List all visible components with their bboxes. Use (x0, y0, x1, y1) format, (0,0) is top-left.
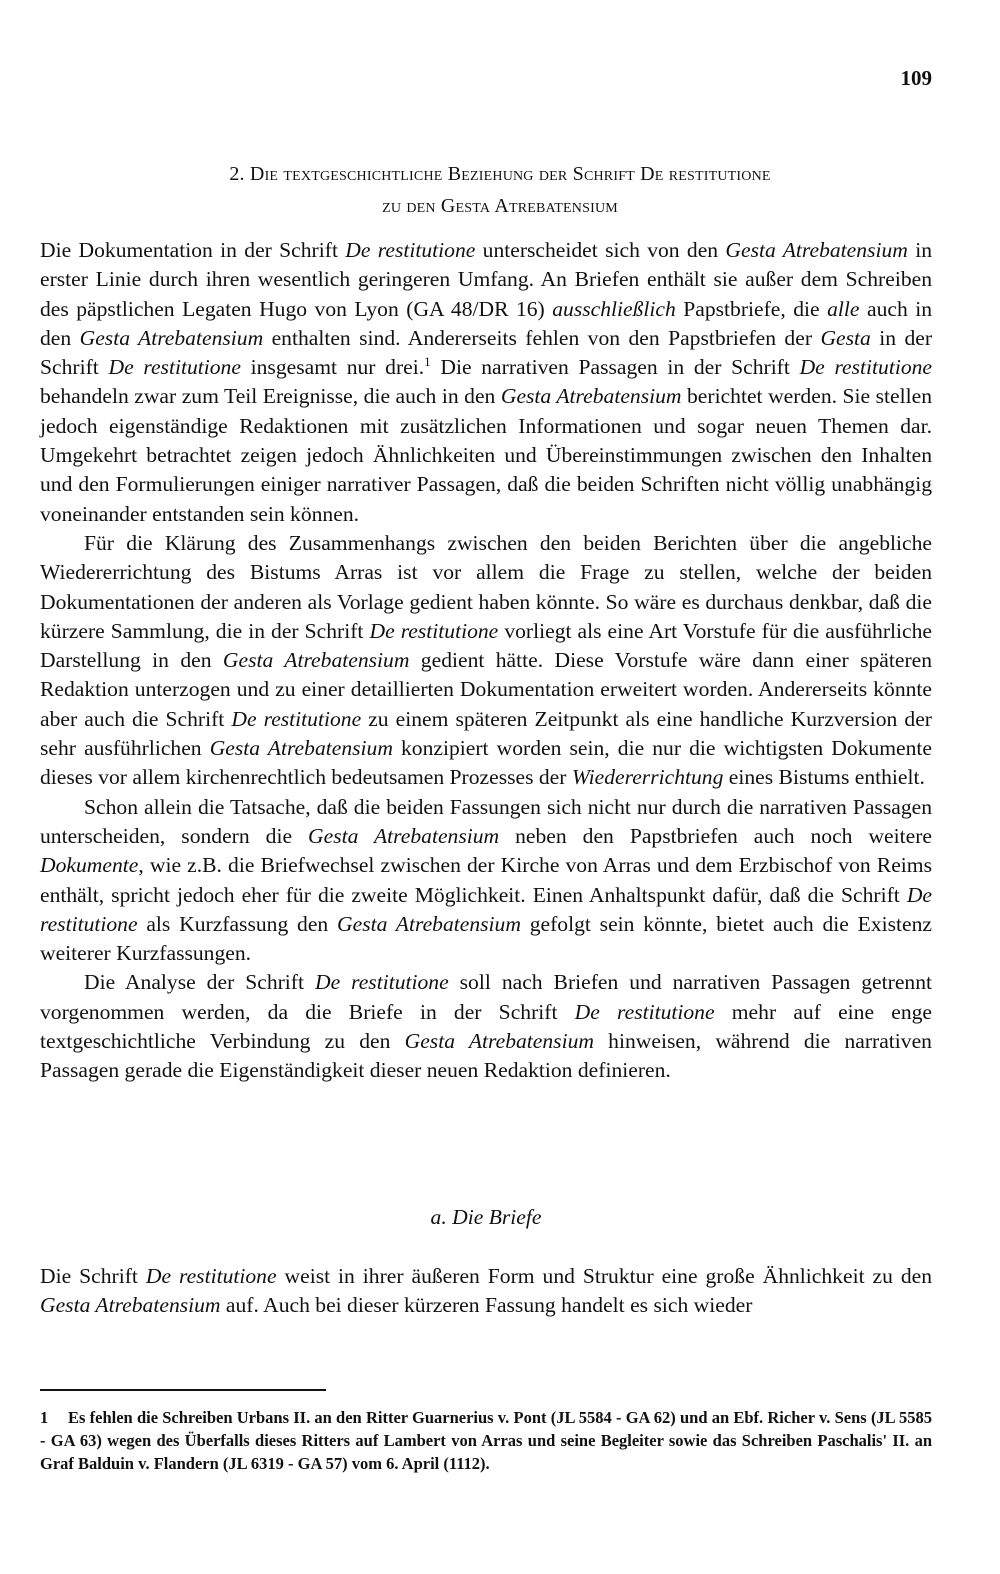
text-run: Die Dokumentation in der Schrift (40, 238, 346, 262)
body-text-continued (40, 1262, 932, 1321)
text-run: unterscheidet sich von den (475, 238, 726, 262)
text-run: eines Bistums enthielt. (723, 765, 925, 790)
italic-text: alle (827, 296, 860, 321)
text-run: Für die Klärung des Zusammenhangs zwischen den beiden Berichten über die angebliche Wiedererrichtung des Bistums Arras ist vor allem die Frage zu stellen, welche der beiden Dokumentationen der anderen als Vorlage gedient haben könnte. So wäre es durchaus denkbar, daß die kürzere Sammlung, die in der Schrift (40, 530, 932, 643)
text-run: gefolgt sein könnte, bietet auch die Existenz weiterer Kurzfassungen. (40, 911, 933, 966)
italic-text: Gesta Atrebatensium (40, 1293, 221, 1318)
paragraph (40, 1262, 932, 1321)
italic-text: Dokumente (40, 853, 139, 878)
italic-text: Gesta Atrebatensium (79, 325, 264, 350)
footnote-separator (40, 1389, 326, 1391)
text-run: neben den Papstbriefen auch noch weitere (499, 823, 932, 848)
italic-text: De restitutione (145, 1264, 277, 1288)
italic-text: De restitutione (345, 238, 476, 262)
italic-text: De restitutione (40, 882, 932, 936)
text-run: weist in ihrer äußeren Form und Struktur eine große Ähnlichkeit zu den (276, 1264, 933, 1288)
italic-text: De restitutione (108, 355, 241, 380)
text-run: Die narrativen Passagen in der Schrift (430, 355, 800, 380)
text-run: soll nach Briefen und narrativen Passagen getrennt vorgenommen werden, da die Briefe in der Schrift (40, 970, 933, 1024)
italic-text: Wiedererrichtung (571, 765, 724, 790)
italic-text: De restitutione (799, 355, 933, 380)
text-run: in der Schrift (40, 325, 933, 380)
italic-text: Gesta Atrebatensium (500, 384, 682, 409)
italic-text: De restitutione (574, 999, 715, 1024)
paragraph (40, 236, 932, 529)
section-heading-line-1: 2. Die textgeschichtliche Beziehung der Schrift De restitutione (229, 163, 771, 185)
text-run: zu einem späteren Zeitpunkt als eine handliche Kurzversion der sehr ausführlichen (40, 706, 932, 761)
footnotes (40, 1406, 932, 1475)
text-run: auch in den (40, 296, 933, 350)
italic-text: Gesta Atrebatensium (725, 238, 908, 262)
footnote-ref[interactable]: 1 (424, 354, 431, 369)
text-run: auf. Auch bei dieser kürzeren Fassung handelt es sich wieder (220, 1293, 753, 1318)
text-run: als Kurzfassung den (137, 911, 338, 936)
italic-text: ausschließlich (552, 296, 676, 321)
subsection-heading: a. Die Briefe (430, 1205, 542, 1229)
text-run: in erster Linie durch ihren wesentlich geringeren Umfang. An Briefen enthält sie außer dem Schreiben des päpstlichen Legaten Hugo von Lyon (GA 48/DR 16) (40, 238, 932, 321)
text-run: behandeln zwar zum Teil Ereignisse, die auch in den (40, 384, 501, 409)
text-run: Schon allein die Tatsache, daß die beiden Fassungen sich nicht nur durch die narrativen Passagen unterscheiden, sondern die (40, 794, 932, 848)
text-run: vorliegt als eine Art Vorstufe für die ausführliche Darstellung in den (40, 618, 932, 673)
paragraph (40, 793, 932, 969)
text-run: konzipiert worden sein, die nur die wichtigsten Dokumente dieses vor allem kirchenrechtlich bedeutsamen Prozesses der (40, 736, 933, 790)
italic-text: Gesta (820, 325, 871, 350)
text-run: , wie z.B. die Briefwechsel zwischen der Kirche von Arras und dem Erzbischof von Reims enthält, spricht jedoch eher für die zweite Möglichkeit. Einen Anhaltspunkt dafür, daß die Schrift (40, 853, 932, 907)
text-run: berichtet werden. Sie stellen jedoch eigenständige Redaktionen mit zusätzlichen Informationen und sogar neuen Themen dar. Umgekehrt betrachtet zeigen jedoch Ähnlichkeiten und Übereinstimmungen zwischen den Inhalten und den Formulierungen einiger narrativer Passagen, daß die beiden Schriften nicht völlig unabhängig voneinander entstanden sein können. (40, 384, 933, 526)
text-run: hinweisen, während die narrativen Passagen gerade die Eigenständigkeit dieser neuen Redaktion definieren. (40, 1029, 932, 1083)
text-run: Die Analyse der Schrift (84, 970, 315, 995)
text-run: enthalten sind. Andererseits fehlen von den Papstbriefen der (263, 325, 821, 350)
italic-text: Gesta Atrebatensium (404, 1029, 594, 1054)
paragraph (40, 968, 932, 1085)
section-heading-line-2: zu den Gesta Atrebatensium (382, 195, 618, 217)
text-run: mehr auf eine enge textgeschichtliche Verbindung zu den (40, 999, 932, 1054)
text-run: gedient hätte. Diese Vorstufe wäre dann einer späteren Redaktion unterzogen und zu einer detaillierten Dokumentation erweitert worden. Andererseits könnte aber auch die Schrift (40, 648, 933, 731)
italic-text: Gesta Atrebatensium (337, 911, 521, 936)
italic-text: De restitutione (231, 706, 362, 731)
text-run: insgesamt nur drei. (240, 355, 425, 380)
footnote-number: 1 (40, 1408, 49, 1427)
paragraph (40, 529, 932, 793)
footnote-text: Es fehlen die Schreiben Urbans II. an den Ritter Guarnerius v. Pont (JL 5584 - GA 62) und an Ebf. Richer v. Sens (JL 5585 - GA 63) wegen des Überfalls dieses Ritters auf Lambert von Arras und seine Begleiter sowie das Schreiben Paschalis' II. an Graf Balduin v. Flandern (JL 6319 - GA 57) vom 6. April (1112). (40, 1408, 932, 1473)
italic-text: Gesta Atrebatensium (222, 648, 410, 673)
text-run: Die Schrift (40, 1264, 146, 1288)
section-heading (40, 158, 960, 222)
text-run: Papstbriefe, die (675, 296, 828, 321)
page-number: 109 (900, 66, 932, 90)
body-text (40, 236, 932, 1086)
italic-text: Gesta Atrebatensium (308, 823, 500, 848)
italic-text: Gesta Atrebatensium (209, 736, 393, 761)
italic-text: De restitutione (369, 618, 499, 643)
italic-text: De restitutione (314, 970, 449, 995)
